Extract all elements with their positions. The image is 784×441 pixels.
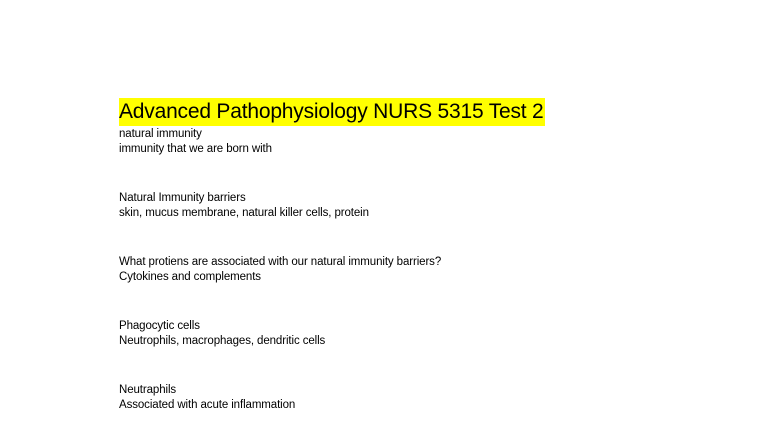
- flashcard-entry: [119, 255, 739, 285]
- entry-definition: skin, mucus membrane, natural killer cells, protein: [119, 207, 369, 219]
- flashcard-entry: [119, 383, 739, 413]
- entry-definition: Cytokines and complements: [119, 271, 261, 283]
- flashcard-entry: [119, 191, 739, 221]
- entry-definition: Neutrophils, macrophages, dendritic cells: [119, 335, 326, 347]
- entry-term: Neutraphils: [119, 384, 177, 396]
- document-title: Advanced Pathophysiology NURS 5315 Test 2: [119, 98, 545, 126]
- flashcard-entry: [119, 127, 739, 157]
- entry-term: natural immunity: [119, 128, 202, 140]
- document-content: [119, 98, 739, 413]
- flashcard-entry: [119, 319, 739, 349]
- entry-term: Phagocytic cells: [119, 320, 200, 332]
- entry-term: What protiens are associated with our natural immunity barriers?: [119, 256, 442, 268]
- entry-definition: Associated with acute inflammation: [119, 399, 296, 411]
- entry-term: Natural Immunity barriers: [119, 192, 246, 204]
- entry-definition: immunity that we are born with: [119, 143, 272, 155]
